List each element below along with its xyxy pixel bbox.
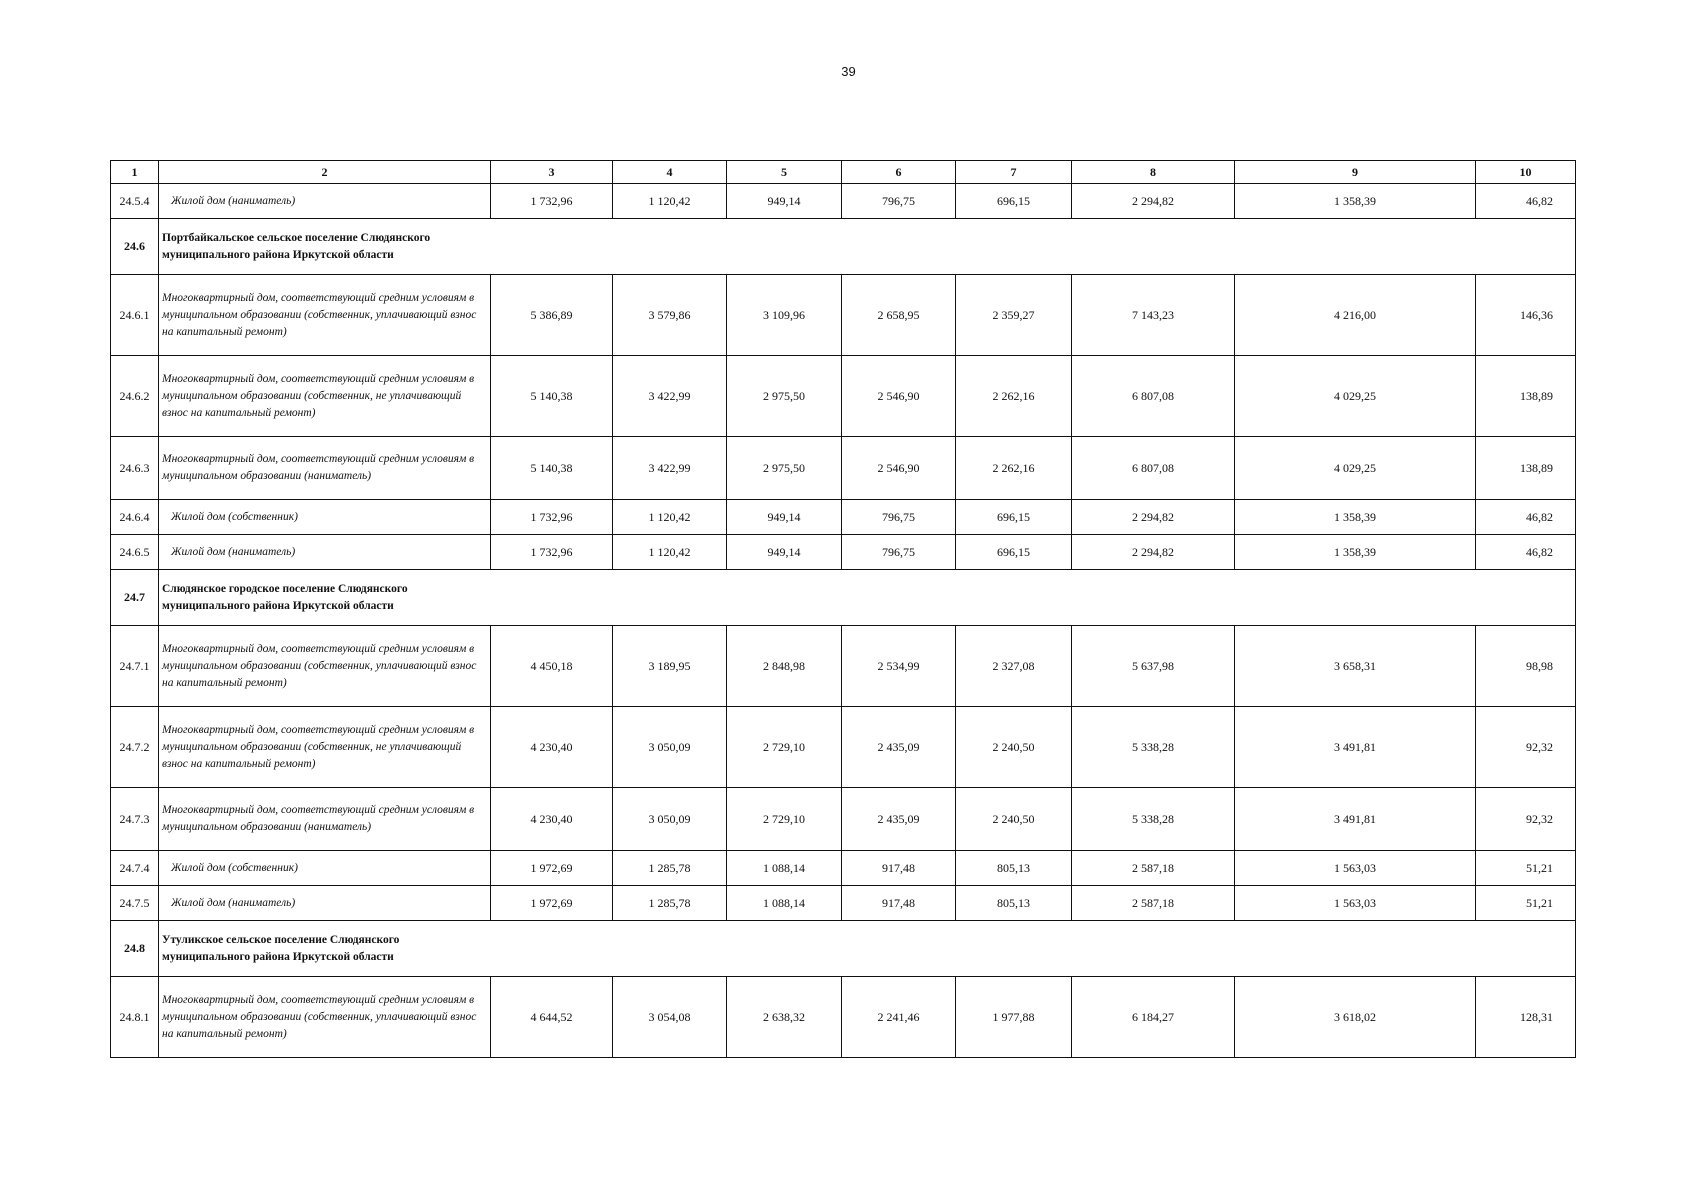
row-value-col-4: 3 050,09	[613, 707, 727, 788]
row-value-col-10: 128,31	[1476, 977, 1576, 1058]
table-header-row	[111, 161, 1576, 184]
row-value-col-9: 1 358,39	[1235, 500, 1476, 535]
row-value-col-5: 2 975,50	[727, 356, 842, 437]
row-value-col-3: 4 230,40	[491, 707, 613, 788]
row-code: 24.7.2	[111, 707, 159, 788]
section-code: 24.6	[111, 219, 159, 275]
row-value-col-10: 138,89	[1476, 356, 1576, 437]
column-header: 2	[159, 161, 491, 184]
row-code: 24.8.1	[111, 977, 159, 1058]
section-code: 24.7	[111, 570, 159, 626]
row-value-col-4: 3 050,09	[613, 788, 727, 851]
row-code: 24.6.3	[111, 437, 159, 500]
row-value-col-10: 92,32	[1476, 788, 1576, 851]
row-value-col-10: 51,21	[1476, 886, 1576, 921]
row-description: Многоквартирный дом, соответствующий средним условиям в муниципальном образовании (собственник, не уплачивающий взнос на капитальный ремонт)	[159, 707, 491, 788]
row-value-col-6: 2 658,95	[842, 275, 956, 356]
page-number: 39	[841, 64, 856, 79]
table-row	[111, 626, 1576, 707]
row-value-col-5: 1 088,14	[727, 851, 842, 886]
row-value-col-6: 917,48	[842, 851, 956, 886]
row-value-col-5: 1 088,14	[727, 886, 842, 921]
row-value-col-5: 949,14	[727, 184, 842, 219]
row-code: 24.6.1	[111, 275, 159, 356]
row-value-col-4: 3 189,95	[613, 626, 727, 707]
row-value-col-9: 4 029,25	[1235, 437, 1476, 500]
row-value-col-10: 138,89	[1476, 437, 1576, 500]
row-value-col-6: 2 546,90	[842, 437, 956, 500]
row-value-col-4: 1 285,78	[613, 886, 727, 921]
row-value-col-6: 2 546,90	[842, 356, 956, 437]
table-row	[111, 356, 1576, 437]
section-row	[111, 219, 1576, 275]
tariff-table	[110, 160, 1576, 1058]
row-value-col-9: 1 358,39	[1235, 184, 1476, 219]
row-value-col-3: 4 644,52	[491, 977, 613, 1058]
row-value-col-7: 696,15	[956, 535, 1072, 570]
row-value-col-7: 2 359,27	[956, 275, 1072, 356]
row-value-col-6: 2 534,99	[842, 626, 956, 707]
row-value-col-5: 2 729,10	[727, 788, 842, 851]
row-description: Жилой дом (собственник)	[159, 851, 491, 886]
row-value-col-9: 1 563,03	[1235, 851, 1476, 886]
row-value-col-3: 5 140,38	[491, 437, 613, 500]
row-value-col-8: 5 338,28	[1072, 707, 1235, 788]
row-value-col-6: 917,48	[842, 886, 956, 921]
row-value-col-6: 2 435,09	[842, 707, 956, 788]
row-value-col-3: 5 140,38	[491, 356, 613, 437]
row-value-col-3: 1 732,96	[491, 184, 613, 219]
row-value-col-9: 3 618,02	[1235, 977, 1476, 1058]
row-value-col-10: 46,82	[1476, 500, 1576, 535]
row-value-col-7: 2 327,08	[956, 626, 1072, 707]
row-value-col-5: 949,14	[727, 535, 842, 570]
table-row	[111, 977, 1576, 1058]
column-header: 5	[727, 161, 842, 184]
row-value-col-10: 92,32	[1476, 707, 1576, 788]
row-value-col-7: 696,15	[956, 500, 1072, 535]
section-title-text: Утуликское сельское поселение Слюдянского муниципального района Иркутской области	[162, 933, 400, 963]
row-description: Жилой дом (наниматель)	[159, 184, 491, 219]
row-value-col-7: 2 240,50	[956, 788, 1072, 851]
row-value-col-7: 2 262,16	[956, 356, 1072, 437]
row-description: Многоквартирный дом, соответствующий средним условиям в муниципальном образовании (собственник, уплачивающий взнос на капитальный ремонт)	[159, 977, 491, 1058]
row-value-col-10: 98,98	[1476, 626, 1576, 707]
row-value-col-8: 2 294,82	[1072, 500, 1235, 535]
table-row	[111, 275, 1576, 356]
row-value-col-8: 2 587,18	[1072, 886, 1235, 921]
row-value-col-5: 2 848,98	[727, 626, 842, 707]
table-row	[111, 500, 1576, 535]
table-row	[111, 851, 1576, 886]
row-description: Многоквартирный дом, соответствующий средним условиям в муниципальном образовании (собственник, уплачивающий взнос на капитальный ремонт)	[159, 626, 491, 707]
row-code: 24.7.1	[111, 626, 159, 707]
row-value-col-8: 5 637,98	[1072, 626, 1235, 707]
row-value-col-8: 2 294,82	[1072, 535, 1235, 570]
row-value-col-7: 696,15	[956, 184, 1072, 219]
row-value-col-6: 796,75	[842, 500, 956, 535]
row-value-col-10: 146,36	[1476, 275, 1576, 356]
row-value-col-10: 46,82	[1476, 535, 1576, 570]
row-value-col-3: 4 450,18	[491, 626, 613, 707]
row-value-col-8: 6 807,08	[1072, 437, 1235, 500]
row-description: Многоквартирный дом, соответствующий средним условиям в муниципальном образовании (собственник, не уплачивающий взнос на капитальный ремонт)	[159, 356, 491, 437]
row-value-col-4: 3 422,99	[613, 437, 727, 500]
row-value-col-9: 1 358,39	[1235, 535, 1476, 570]
section-title	[159, 570, 1576, 626]
table-row	[111, 184, 1576, 219]
column-header: 10	[1476, 161, 1576, 184]
row-description: Многоквартирный дом, соответствующий средним условиям в муниципальном образовании (наниматель)	[159, 788, 491, 851]
table-row	[111, 788, 1576, 851]
row-code: 24.7.3	[111, 788, 159, 851]
row-value-col-4: 1 120,42	[613, 184, 727, 219]
row-description: Многоквартирный дом, соответствующий средним условиям в муниципальном образовании (наниматель)	[159, 437, 491, 500]
column-header: 6	[842, 161, 956, 184]
row-value-col-4: 1 120,42	[613, 500, 727, 535]
column-header: 8	[1072, 161, 1235, 184]
row-value-col-5: 949,14	[727, 500, 842, 535]
row-value-col-5: 2 975,50	[727, 437, 842, 500]
row-code: 24.7.4	[111, 851, 159, 886]
row-value-col-6: 2 435,09	[842, 788, 956, 851]
row-description: Жилой дом (наниматель)	[159, 535, 491, 570]
row-value-col-8: 6 807,08	[1072, 356, 1235, 437]
column-header: 3	[491, 161, 613, 184]
row-value-col-3: 1 732,96	[491, 500, 613, 535]
section-title-text: Слюдянское городское поселение Слюдянского муниципального района Иркутской области	[162, 582, 408, 612]
row-value-col-3: 1 972,69	[491, 851, 613, 886]
row-code: 24.6.4	[111, 500, 159, 535]
row-value-col-8: 6 184,27	[1072, 977, 1235, 1058]
row-value-col-7: 805,13	[956, 886, 1072, 921]
row-value-col-9: 3 491,81	[1235, 788, 1476, 851]
row-value-col-8: 5 338,28	[1072, 788, 1235, 851]
column-header: 7	[956, 161, 1072, 184]
row-value-col-10: 46,82	[1476, 184, 1576, 219]
row-value-col-3: 1 972,69	[491, 886, 613, 921]
column-header: 9	[1235, 161, 1476, 184]
row-value-col-7: 2 240,50	[956, 707, 1072, 788]
row-value-col-9: 3 658,31	[1235, 626, 1476, 707]
section-row	[111, 570, 1576, 626]
row-value-col-3: 4 230,40	[491, 788, 613, 851]
column-header: 1	[111, 161, 159, 184]
row-value-col-8: 2 587,18	[1072, 851, 1235, 886]
row-value-col-7: 2 262,16	[956, 437, 1072, 500]
row-value-col-4: 3 579,86	[613, 275, 727, 356]
section-code: 24.8	[111, 921, 159, 977]
column-header: 4	[613, 161, 727, 184]
row-code: 24.5.4	[111, 184, 159, 219]
row-value-col-4: 3 422,99	[613, 356, 727, 437]
table-body	[111, 184, 1576, 1058]
row-value-col-4: 1 285,78	[613, 851, 727, 886]
row-value-col-6: 796,75	[842, 184, 956, 219]
row-value-col-8: 2 294,82	[1072, 184, 1235, 219]
row-code: 24.6.5	[111, 535, 159, 570]
row-value-col-3: 5 386,89	[491, 275, 613, 356]
row-description: Жилой дом (наниматель)	[159, 886, 491, 921]
section-row	[111, 921, 1576, 977]
row-value-col-4: 1 120,42	[613, 535, 727, 570]
row-code: 24.7.5	[111, 886, 159, 921]
section-title	[159, 219, 1576, 275]
row-value-col-7: 805,13	[956, 851, 1072, 886]
row-value-col-5: 2 638,32	[727, 977, 842, 1058]
row-description: Многоквартирный дом, соответствующий средним условиям в муниципальном образовании (собственник, уплачивающий взнос на капитальный ремонт)	[159, 275, 491, 356]
row-value-col-6: 2 241,46	[842, 977, 956, 1058]
row-value-col-8: 7 143,23	[1072, 275, 1235, 356]
row-value-col-9: 1 563,03	[1235, 886, 1476, 921]
row-value-col-9: 4 216,00	[1235, 275, 1476, 356]
section-title	[159, 921, 1576, 977]
row-code: 24.6.2	[111, 356, 159, 437]
row-value-col-9: 3 491,81	[1235, 707, 1476, 788]
table-row	[111, 707, 1576, 788]
row-value-col-10: 51,21	[1476, 851, 1576, 886]
table-row	[111, 535, 1576, 570]
row-value-col-3: 1 732,96	[491, 535, 613, 570]
row-value-col-5: 3 109,96	[727, 275, 842, 356]
row-description: Жилой дом (собственник)	[159, 500, 491, 535]
table-row	[111, 886, 1576, 921]
row-value-col-6: 796,75	[842, 535, 956, 570]
row-value-col-7: 1 977,88	[956, 977, 1072, 1058]
row-value-col-9: 4 029,25	[1235, 356, 1476, 437]
row-value-col-4: 3 054,08	[613, 977, 727, 1058]
table-row	[111, 437, 1576, 500]
row-value-col-5: 2 729,10	[727, 707, 842, 788]
section-title-text: Портбайкальское сельское поселение Слюдянского муниципального района Иркутской области	[162, 231, 431, 261]
